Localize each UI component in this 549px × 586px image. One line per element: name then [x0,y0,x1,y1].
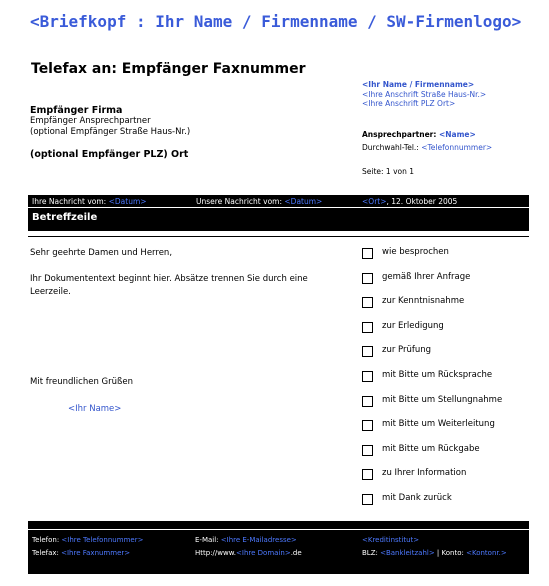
footer-phone-label: Telefon: [32,536,62,544]
checkbox[interactable] [362,445,373,456]
footer-fax-label: Telefax: [32,549,62,557]
checklist-label: wie besprochen [382,247,449,257]
direct-phone-line [362,141,492,154]
your-message-label: Ihre Nachricht vom: [32,197,109,206]
checklist-label: zu Ihrer Information [382,468,467,479]
salutation: Sehr geehrte Damen und Herren, [30,248,173,258]
our-message-label: Unsere Nachricht vom: [196,197,285,206]
direct-phone-label: Durchwahl-Tel.: [362,143,422,152]
body-paragraph: Ihr Dokumententext beginnt hier. Absätze trennen Sie durch eine Leerzeile. [30,274,308,297]
contact-person-label: Ansprechpartner: [362,130,439,139]
checklist-item[interactable] [362,468,502,493]
checklist [362,247,502,518]
your-message-ref [32,197,147,206]
checklist-item[interactable] [362,321,502,346]
checkbox[interactable] [362,494,373,505]
footer-web-value: <Ihre Domain> [236,549,291,557]
our-message-ref [196,197,322,206]
footer-fax [32,549,130,557]
footer-email [195,536,297,544]
checkbox[interactable] [362,297,373,308]
footer-bank-value: <Kreditinstitut> [362,536,420,544]
checklist-label: mit Bitte um Rücksprache [382,369,493,380]
checkbox[interactable] [362,346,373,357]
letterhead-placeholder: <Briefkopf : Ihr Name / Firmenname / SW-Firmenlogo> [30,12,522,31]
checklist-label: zur Erledigung [382,320,444,331]
footer-account [362,549,507,557]
checkbox[interactable] [362,371,373,382]
place-value: <Ort> [362,197,387,206]
footer-web-suffix: .de [290,549,302,557]
subject-line: Betreffzeile [32,212,98,223]
footer-fax-value: <Ihre Faxnummer> [61,549,131,557]
sender-city: <Ihre Anschrift PLZ Ort> [362,99,456,108]
footer-web [195,549,302,557]
recipient-contact: Empfänger Ansprechpartner [30,116,151,126]
checkbox[interactable] [362,273,373,284]
bar-divider [28,207,529,208]
footer-blz-label: BLZ: [362,549,381,557]
place-date [362,197,457,206]
closing: Mit freundlichen Grüßen [30,377,133,387]
checkbox[interactable] [362,420,373,431]
direct-phone-value: <Telefonnummer> [421,143,493,152]
checklist-label: zur Prüfung [382,345,432,356]
date-text: , 12. Oktober 2005 [386,197,458,206]
fax-title: Telefax an: Empfänger Faxnummer [31,61,306,77]
footer-blz-value: <Bankleitzahl> [380,549,435,557]
recipient-street: (optional Empfänger Straße Haus-Nr.) [30,127,191,137]
checklist-item[interactable] [362,296,502,321]
checkbox[interactable] [362,248,373,259]
footer-bank [362,536,419,544]
contact-person-value: <Name> [439,130,476,139]
checkbox[interactable] [362,469,373,480]
contact-block [362,128,492,154]
footer-phone-value: <Ihre Telefonnummer> [61,536,144,544]
footer-phone [32,536,143,544]
footer-konto-value: <Kontonr.> [466,549,507,557]
page-info: Seite: 1 von 1 [362,167,415,176]
checklist-item[interactable] [362,395,502,420]
checklist-label: gemäß Ihrer Anfrage [382,271,471,282]
sender-block [362,80,486,109]
checkbox[interactable] [362,396,373,407]
checklist-label: mit Bitte um Weiterleitung [382,419,495,430]
checklist-label: zur Kenntnisnahme [382,296,465,307]
checklist-label: mit Bitte um Stellungnahme [382,394,503,405]
checklist-label: mit Dank zurück [382,492,452,503]
recipient-city: (optional Empfänger PLZ) Ort [30,149,189,160]
recipient-block [30,105,190,160]
checklist-item[interactable] [362,272,502,297]
footer-web-label: Http://www. [195,549,237,557]
reference-bar [28,195,529,231]
checkbox[interactable] [362,322,373,333]
footer-email-label: E-Mail: [195,536,221,544]
your-message-date: <Datum> [108,197,147,206]
signer-name: <Ihr Name> [68,404,122,414]
subject-rule [28,236,529,237]
checklist-item[interactable] [362,444,502,469]
sender-name: <Ihr Name / Firmenname> [362,80,475,89]
footer-bar [28,521,529,574]
checklist-item[interactable] [362,247,502,272]
checklist-item[interactable] [362,370,502,395]
checklist-item[interactable] [362,493,502,518]
contact-person-line [362,128,492,141]
checklist-item[interactable] [362,419,502,444]
footer-konto-label: | Konto: [434,549,467,557]
recipient-firm: Empfänger Firma [30,105,123,116]
sender-street: <Ihre Anschrift Straße Haus-Nr.> [362,89,487,99]
our-message-date: <Datum> [284,197,323,206]
checklist-item[interactable] [362,345,502,370]
footer-divider [28,529,529,530]
footer-email-value: <Ihre E-Mailadresse> [220,536,297,544]
checklist-label: mit Bitte um Rückgabe [382,443,480,454]
